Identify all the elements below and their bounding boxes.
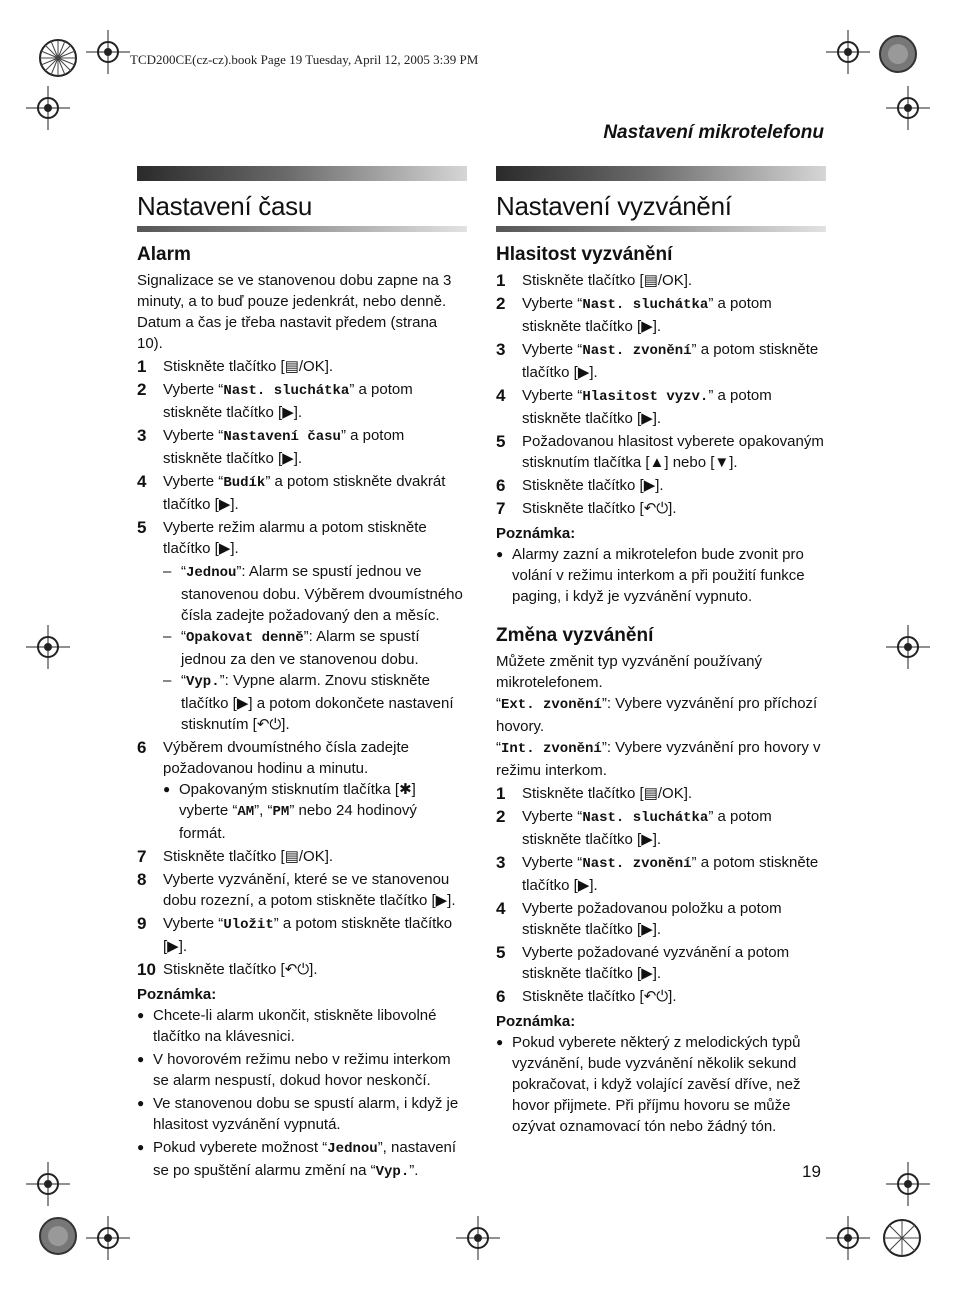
volume-steps (496, 270, 826, 519)
section-underline (137, 226, 467, 232)
mode-item: – “Jednou”: Alarm se spustí jednou ve stanovenou dobu. Výběrem dvoumístného čísla zadejte požadovaný den a měsíc. (163, 561, 467, 626)
gray-registration-disc-icon (878, 34, 918, 74)
step6-bullets (163, 779, 467, 844)
step-item: 1 Stiskněte tlačítko [▤/OK]. (496, 271, 693, 290)
step-item: 4 Vyberte “Hlasitost vyzv.” a potom stiskněte tlačítko [▶]. (496, 386, 772, 427)
mode-item: – “Vyp.”: Vypne alarm. Znovu stiskněte tlačítko [▶] a potom dokončete nastavení stisknutím [↶⏻]. (163, 670, 467, 735)
section-bar (137, 166, 467, 181)
registration-mark-icon (30, 30, 86, 86)
step-item: 6 Stiskněte tlačítko [↶⏻]. (496, 987, 677, 1006)
step-item: 10 Stiskněte tlačítko [↶⏻]. (137, 960, 318, 979)
mode-item: – “Opakovat denně”: Alarm se spustí jednou za den ve stanovenou dobu. (163, 626, 467, 670)
alarm-step-6 (137, 737, 467, 844)
note-item: ● Ve stanovenou dobu se spustí alarm, i když je hlasitost vyzvánění vypnutá. (137, 1093, 467, 1135)
left-column (137, 166, 467, 1185)
alarm-intro: Signalizace se ve stanovenou dobu zapne na 3 minuty, a to buď pouze jedenkrát, nebo denně. Datum a čas je třeba nastavit předem (strana 10). (137, 272, 452, 352)
change-intro: Můžete změnit typ vyzvánění používaný mikrotelefonem. (496, 653, 762, 691)
bullet-item: ● Opakovaným stisknutím tlačítka [✱] vyberte “AM”, “PM” nebo 24 hodinový formát. (163, 779, 467, 844)
change-ringer-heading: Změna vyzvánění (496, 625, 654, 646)
step-item: 8 Vyberte vyzvánění, které se ve stanovenou dobu rozezní, a potom stiskněte tlačítko [▶]. (137, 870, 456, 909)
step-item: 5 Požadovanou hlasitost vyberete opakovaným stisknutím tlačítka [▲] nebo [▼]. (496, 432, 824, 471)
crosshair-mark-icon (26, 625, 70, 669)
running-head: Nastavení mikrotelefonu (603, 122, 824, 143)
crosshair-mark-icon (886, 86, 930, 130)
step-text: Výběrem dvoumístného čísla zadejte požadovanou hodinu a minutu. (163, 739, 409, 777)
step-item: 1 Stiskněte tlačítko [▤/OK]. (496, 784, 693, 803)
change-steps (496, 783, 826, 1007)
step-item: 5 Vyberte požadované vyzvánění a potom stiskněte tlačítko [▶]. (496, 943, 790, 982)
alarm-modes (163, 561, 467, 735)
ext-ringer-desc: “Ext. zvonění”: Vybere vyzvánění pro příchozí hovory. (496, 695, 818, 735)
crosshair-mark-icon (26, 86, 70, 130)
note-label: Poznámka: (496, 525, 576, 542)
alarm-heading: Alarm (137, 244, 191, 265)
crosshair-mark-icon (886, 625, 930, 669)
crosshair-mark-icon (86, 1216, 130, 1260)
crosshair-mark-icon (456, 1216, 500, 1260)
volume-notes (496, 544, 826, 607)
alarm-steps-continued (137, 846, 467, 980)
alarm-notes (137, 1005, 467, 1135)
step-item: 6 Výběrem dvoumístného čísla zadejte požadovanou hodinu a minutu. ● Opakovaným stisknutím tlačítka [✱] vyberte “AM”, “PM” nebo 24 hodinový formát. (137, 737, 467, 844)
crosshair-mark-icon (826, 1216, 870, 1260)
step-item: 1 Stiskněte tlačítko [▤/OK]. (137, 357, 334, 376)
note-item: ● Pokud vyberete možnost “Jednou”, nastavení se po spuštění alarmu změní na “Vyp.”. (137, 1137, 467, 1183)
step-item: 2 Vyberte “Nast. sluchátka” a potom stiskněte tlačítko [▶]. (137, 380, 413, 421)
step-item: 7 Stiskněte tlačítko [↶⏻]. (496, 499, 677, 518)
note-item: ● Alarmy zazní a mikrotelefon bude zvonit pro volání v režimu interkom a při použití funkce paging, i když je vyzvánění vypnuto. (496, 544, 826, 607)
step-item: 3 Vyberte “Nast. zvonění” a potom stiskněte tlačítko [▶]. (496, 340, 819, 381)
note-label: Poznámka: (137, 986, 217, 1003)
right-column (496, 166, 826, 1139)
step-item: 4 Vyberte “Budík” a potom stiskněte dvakrát tlačítko [▶]. (137, 472, 446, 513)
gray-registration-disc-icon (38, 1216, 78, 1256)
volume-heading: Hlasitost vyzvánění (496, 244, 673, 265)
int-ringer-desc: “Int. zvonění”: Vybere vyzvánění pro hovory v režimu interkom. (496, 739, 821, 779)
note-item: ● Chcete-li alarm ukončit, stiskněte libovolné tlačítko na klávesnici. (137, 1005, 467, 1047)
note-item: ● Pokud vyberete některý z melodických typů vyzvánění, bude vyzvánění několik sekund pokračovat, i když volající zavěsí dříve, než hovor přijmete. Při příjmu hovoru se může ozývat oznamovací tón nebo žádný tón. (496, 1032, 826, 1137)
section-title-ringer: Nastavení vyzvánění (496, 191, 732, 221)
section-underline (496, 226, 826, 232)
step-item: 3 Vyberte “Nast. zvonění” a potom stiskněte tlačítko [▶]. (496, 853, 819, 894)
alarm-note-4 (137, 1137, 467, 1183)
page-number: 19 (802, 1162, 821, 1181)
step-item: 4 Vyberte požadovanou položku a potom stiskněte tlačítko [▶]. (496, 899, 782, 938)
note-item: ● V hovorovém režimu nebo v režimu interkom se alarm nespustí, dokud hovor neskončí. (137, 1049, 467, 1091)
step-item: 2 Vyberte “Nast. sluchátka” a potom stiskněte tlačítko [▶]. (496, 807, 772, 848)
book-header: TCD200CE(cz-cz).book Page 19 Tuesday, April 12, 2005 3:39 PM (130, 52, 479, 67)
step-item: 5 Vyberte režim alarmu a potom stiskněte tlačítko [▶]. (137, 518, 427, 557)
crosshair-mark-icon (86, 30, 130, 74)
step-item: 7 Stiskněte tlačítko [▤/OK]. (137, 847, 334, 866)
note-label: Poznámka: (496, 1013, 576, 1030)
crosshair-mark-icon (26, 1162, 70, 1206)
step-item: 6 Stiskněte tlačítko [▶]. (496, 476, 664, 495)
crosshair-mark-icon (826, 30, 870, 74)
section-title-time: Nastavení času (137, 191, 313, 221)
step-item: 2 Vyberte “Nast. sluchátka” a potom stiskněte tlačítko [▶]. (496, 294, 772, 335)
registration-mark-icon (874, 1210, 930, 1266)
step-item: 3 Vyberte “Nastavení času” a potom stiskněte tlačítko [▶]. (137, 426, 405, 467)
section-bar (496, 166, 826, 181)
alarm-steps (137, 356, 467, 559)
crosshair-mark-icon (886, 1162, 930, 1206)
step-item: 9 Vyberte “Uložit” a potom stiskněte tlačítko [▶]. (137, 914, 453, 955)
change-notes (496, 1032, 826, 1137)
